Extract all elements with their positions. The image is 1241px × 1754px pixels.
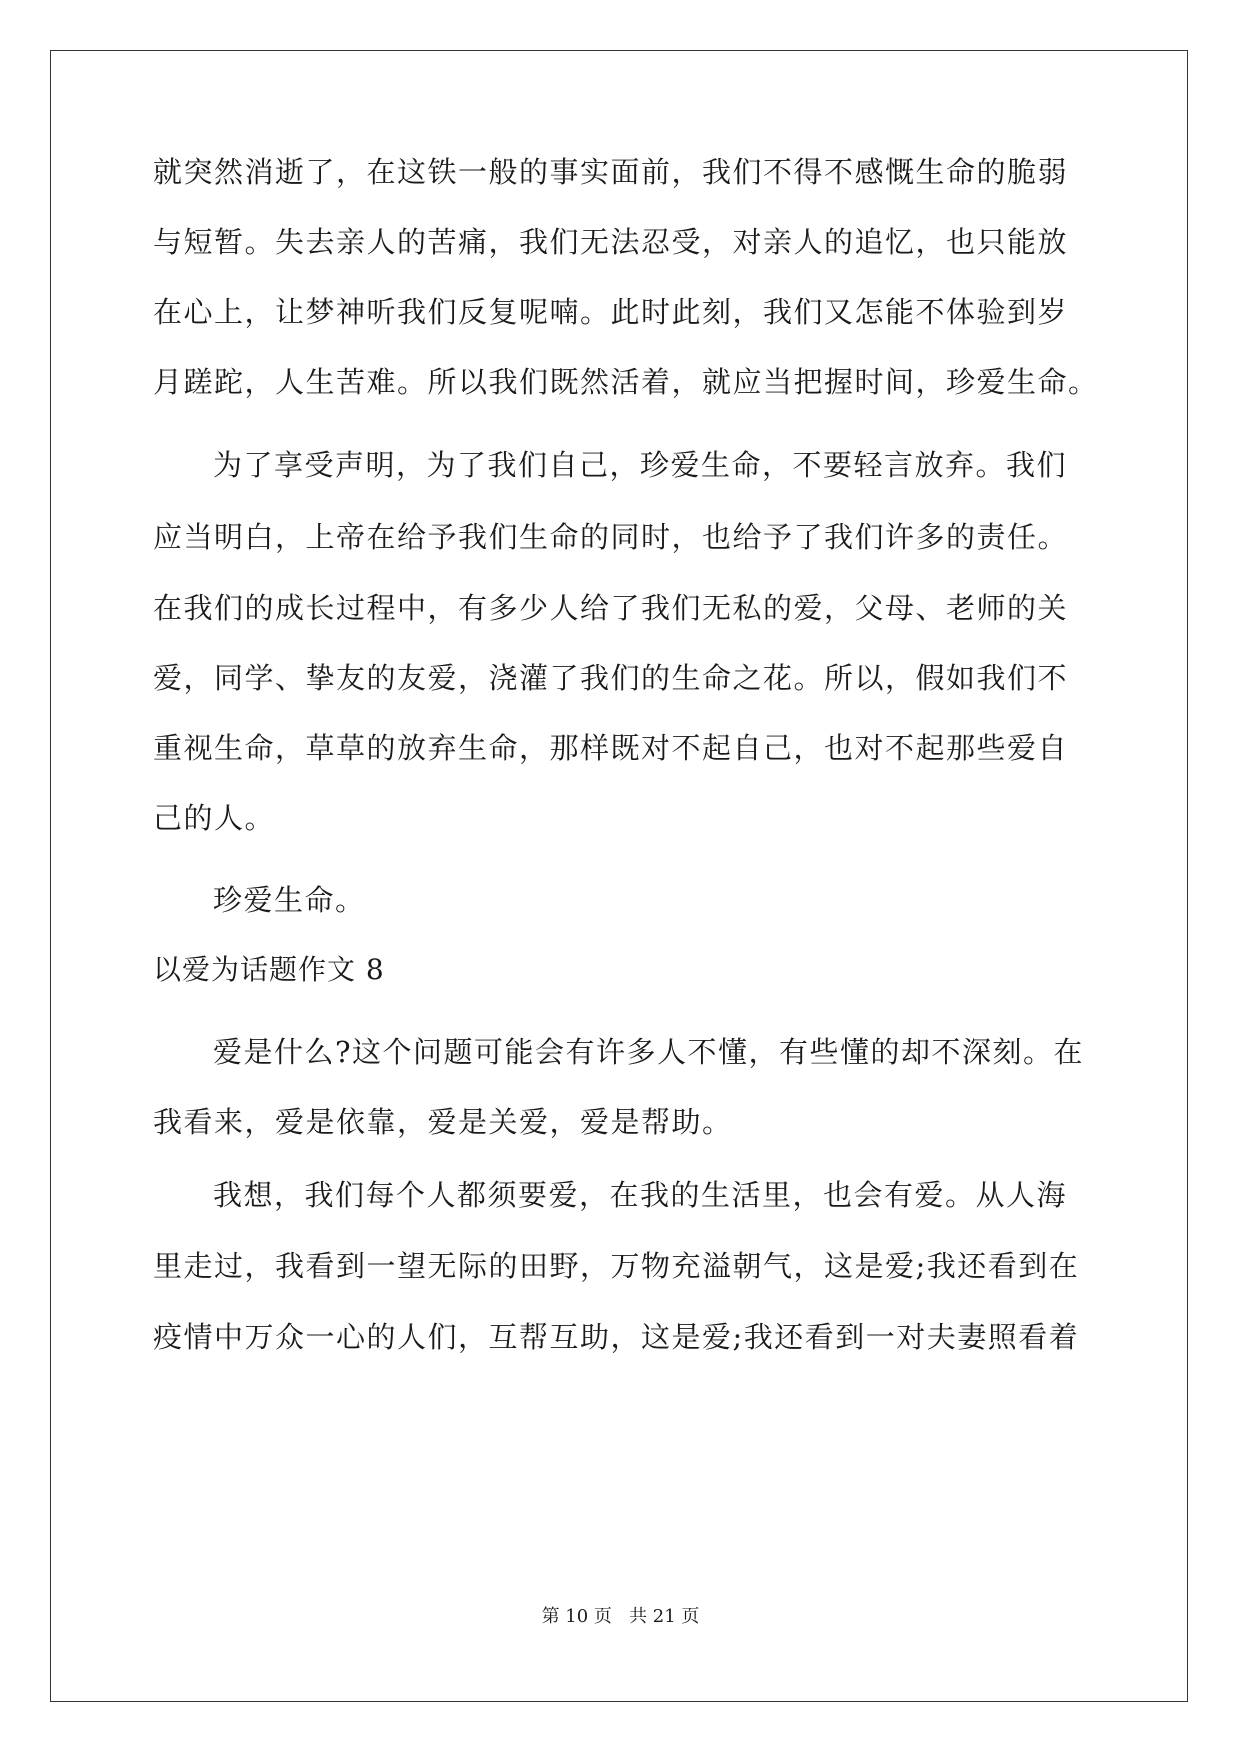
- text-line: 爱是什么?这个问题可能会有许多人不懂，有些懂的却不深刻。在: [213, 1035, 1085, 1069]
- text-line: 我看来，爱是依靠，爱是关爱，爱是帮助。: [153, 1105, 733, 1139]
- section-heading: 以爱为话题作文 8: [153, 953, 385, 986]
- text-line: 己的人。: [153, 801, 276, 835]
- page-number-footer: 第 10 页 共 21 页: [541, 1606, 700, 1627]
- text-line: 月蹉跎，人生苦难。所以我们既然活着，就应当把握时间，珍爱生命。: [153, 365, 1099, 399]
- text-line: 与短暂。失去亲人的苦痛，我们无法忍受，对亲人的追忆，也只能放: [153, 225, 1069, 259]
- text-line: 爱，同学、挚友的友爱，浇灌了我们的生命之花。所以，假如我们不: [153, 661, 1069, 695]
- text-line: 在我们的成长过程中，有多少人给了我们无私的爱，父母、老师的关: [153, 591, 1069, 625]
- text-line: 疫情中万众一心的人们，互帮互助，这是爱;我还看到一对夫妻照看着: [153, 1320, 1080, 1354]
- text-line: 我想，我们每个人都须要爱，在我的生活里，也会有爱。从人海: [213, 1178, 1068, 1212]
- text-line: 为了享受声明，为了我们自己，珍爱生命，不要轻言放弃。我们: [213, 448, 1068, 482]
- text-line: 重视生命，草草的放弃生命，那样既对不起自己，也对不起那些爱自: [153, 731, 1069, 765]
- text-line: 里走过，我看到一望无际的田野，万物充溢朝气，这是爱;我还看到在: [153, 1249, 1080, 1283]
- text-line: 就突然消逝了，在这铁一般的事实面前，我们不得不感慨生命的脆弱: [153, 155, 1069, 189]
- text-line: 在心上，让梦神听我们反复呢喃。此时此刻，我们又怎能不体验到岁: [153, 295, 1069, 329]
- text-line: 珍爱生命。: [213, 883, 366, 917]
- text-line: 应当明白，上帝在给予我们生命的同时，也给予了我们许多的责任。: [153, 520, 1069, 554]
